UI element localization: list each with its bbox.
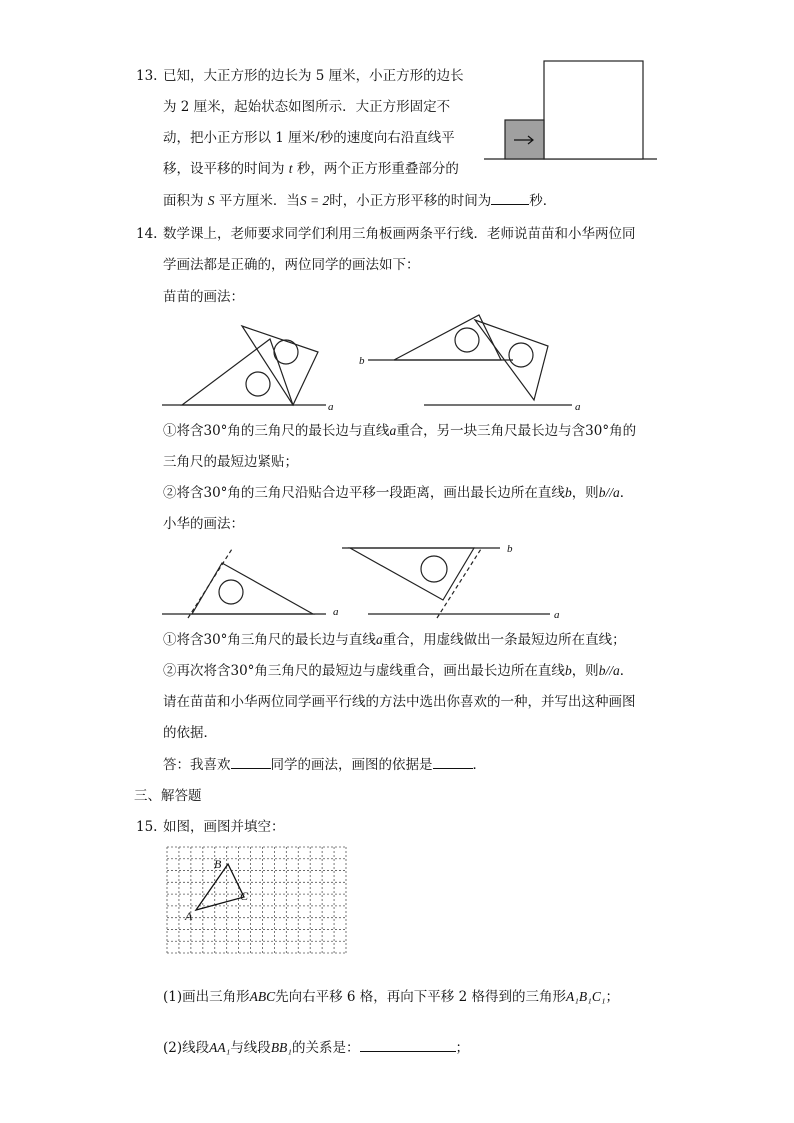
q14-ask-1: 请在苗苗和小华两位同学画平行线的方法中选出你喜欢的一种，并写出这种画图 xyxy=(163,694,636,710)
dotted-grid xyxy=(167,847,346,953)
miao-title: 苗苗的画法： xyxy=(163,289,244,305)
q13-line-2: 为 2 厘米，起始状态如图所示．大正方形固定不 xyxy=(163,99,451,115)
hua-title: 小华的画法： xyxy=(163,516,244,532)
q13-line-5: 面积为 S 平方厘米．当S = 2时，小正方形平移的时间为 秒． xyxy=(163,190,556,211)
q15-intro: 如图，画图并填空： xyxy=(163,819,285,835)
q14-answer: 答：我喜欢 同学的画法，画图的依据是 ． xyxy=(163,754,486,775)
hua-right-label-b: b xyxy=(507,543,513,555)
q15-part-2: (2)线段AA₁与线段BB₁的关系是： ； xyxy=(163,1037,469,1058)
miao-left-label-a: a xyxy=(328,401,334,413)
miao-right-label-b: b xyxy=(359,355,365,367)
hua-right-label-a: a xyxy=(554,609,560,621)
miao-step-2: ②将含30°角的三角尺沿贴合边平移一段距离，画出最长边所在直线b，则b//a． xyxy=(163,485,634,501)
q15-part-1: (1)画出三角形ABC先向右平移 6 格，再向下平移 2 格得到的三角形A₁B₁C₁； xyxy=(163,989,620,1005)
q15-answer-blank[interactable] xyxy=(360,1037,456,1052)
q14-line-2: 学画法都是正确的，两位同学的画法如下： xyxy=(163,257,420,273)
hua-step-2: ②再次将含30°角三角尺的最短边与虚线重合，画出最长边所在直线b，则b//a． xyxy=(163,663,634,679)
q14-ask-2: 的依据． xyxy=(163,725,217,741)
q13-number: 13. xyxy=(136,68,158,84)
miao-step-1-cont: 三角尺的最短边紧贴； xyxy=(163,454,298,470)
hua-left-label-a: a xyxy=(333,606,339,618)
q15-number: 15. xyxy=(136,819,158,835)
hua-step-1: ①将含30°角三角尺的最长边与直线a重合，用虚线做出一条最短边所在直线； xyxy=(163,632,626,648)
q14-line-1: 数学课上，老师要求同学们利用三角板画两条平行线．老师说苗苗和小华两位同 xyxy=(163,226,636,242)
vertex-label-c: C xyxy=(240,889,249,903)
q14-number: 14. xyxy=(136,226,158,242)
q13-line-3: 动，把小正方形以 1 厘米/秒的速度向右沿直线平 xyxy=(163,130,455,146)
vertex-label-a: A xyxy=(185,909,193,923)
section-3-title: 三、解答题 xyxy=(134,788,202,804)
miao-step-1: ①将含30°角的三角尺的最长边与直线a重合，另一块三角尺最长边与含30°角的 xyxy=(163,423,637,439)
miao-right-label-a: a xyxy=(575,401,581,413)
q13-line-4: 移，设平移的时间为 t 秒，两个正方形重叠部分的 xyxy=(163,161,459,177)
q13-line-1: 已知，大正方形的边长为 5 厘米，小正方形的边长 xyxy=(163,68,464,84)
vertex-label-b: B xyxy=(214,857,222,871)
